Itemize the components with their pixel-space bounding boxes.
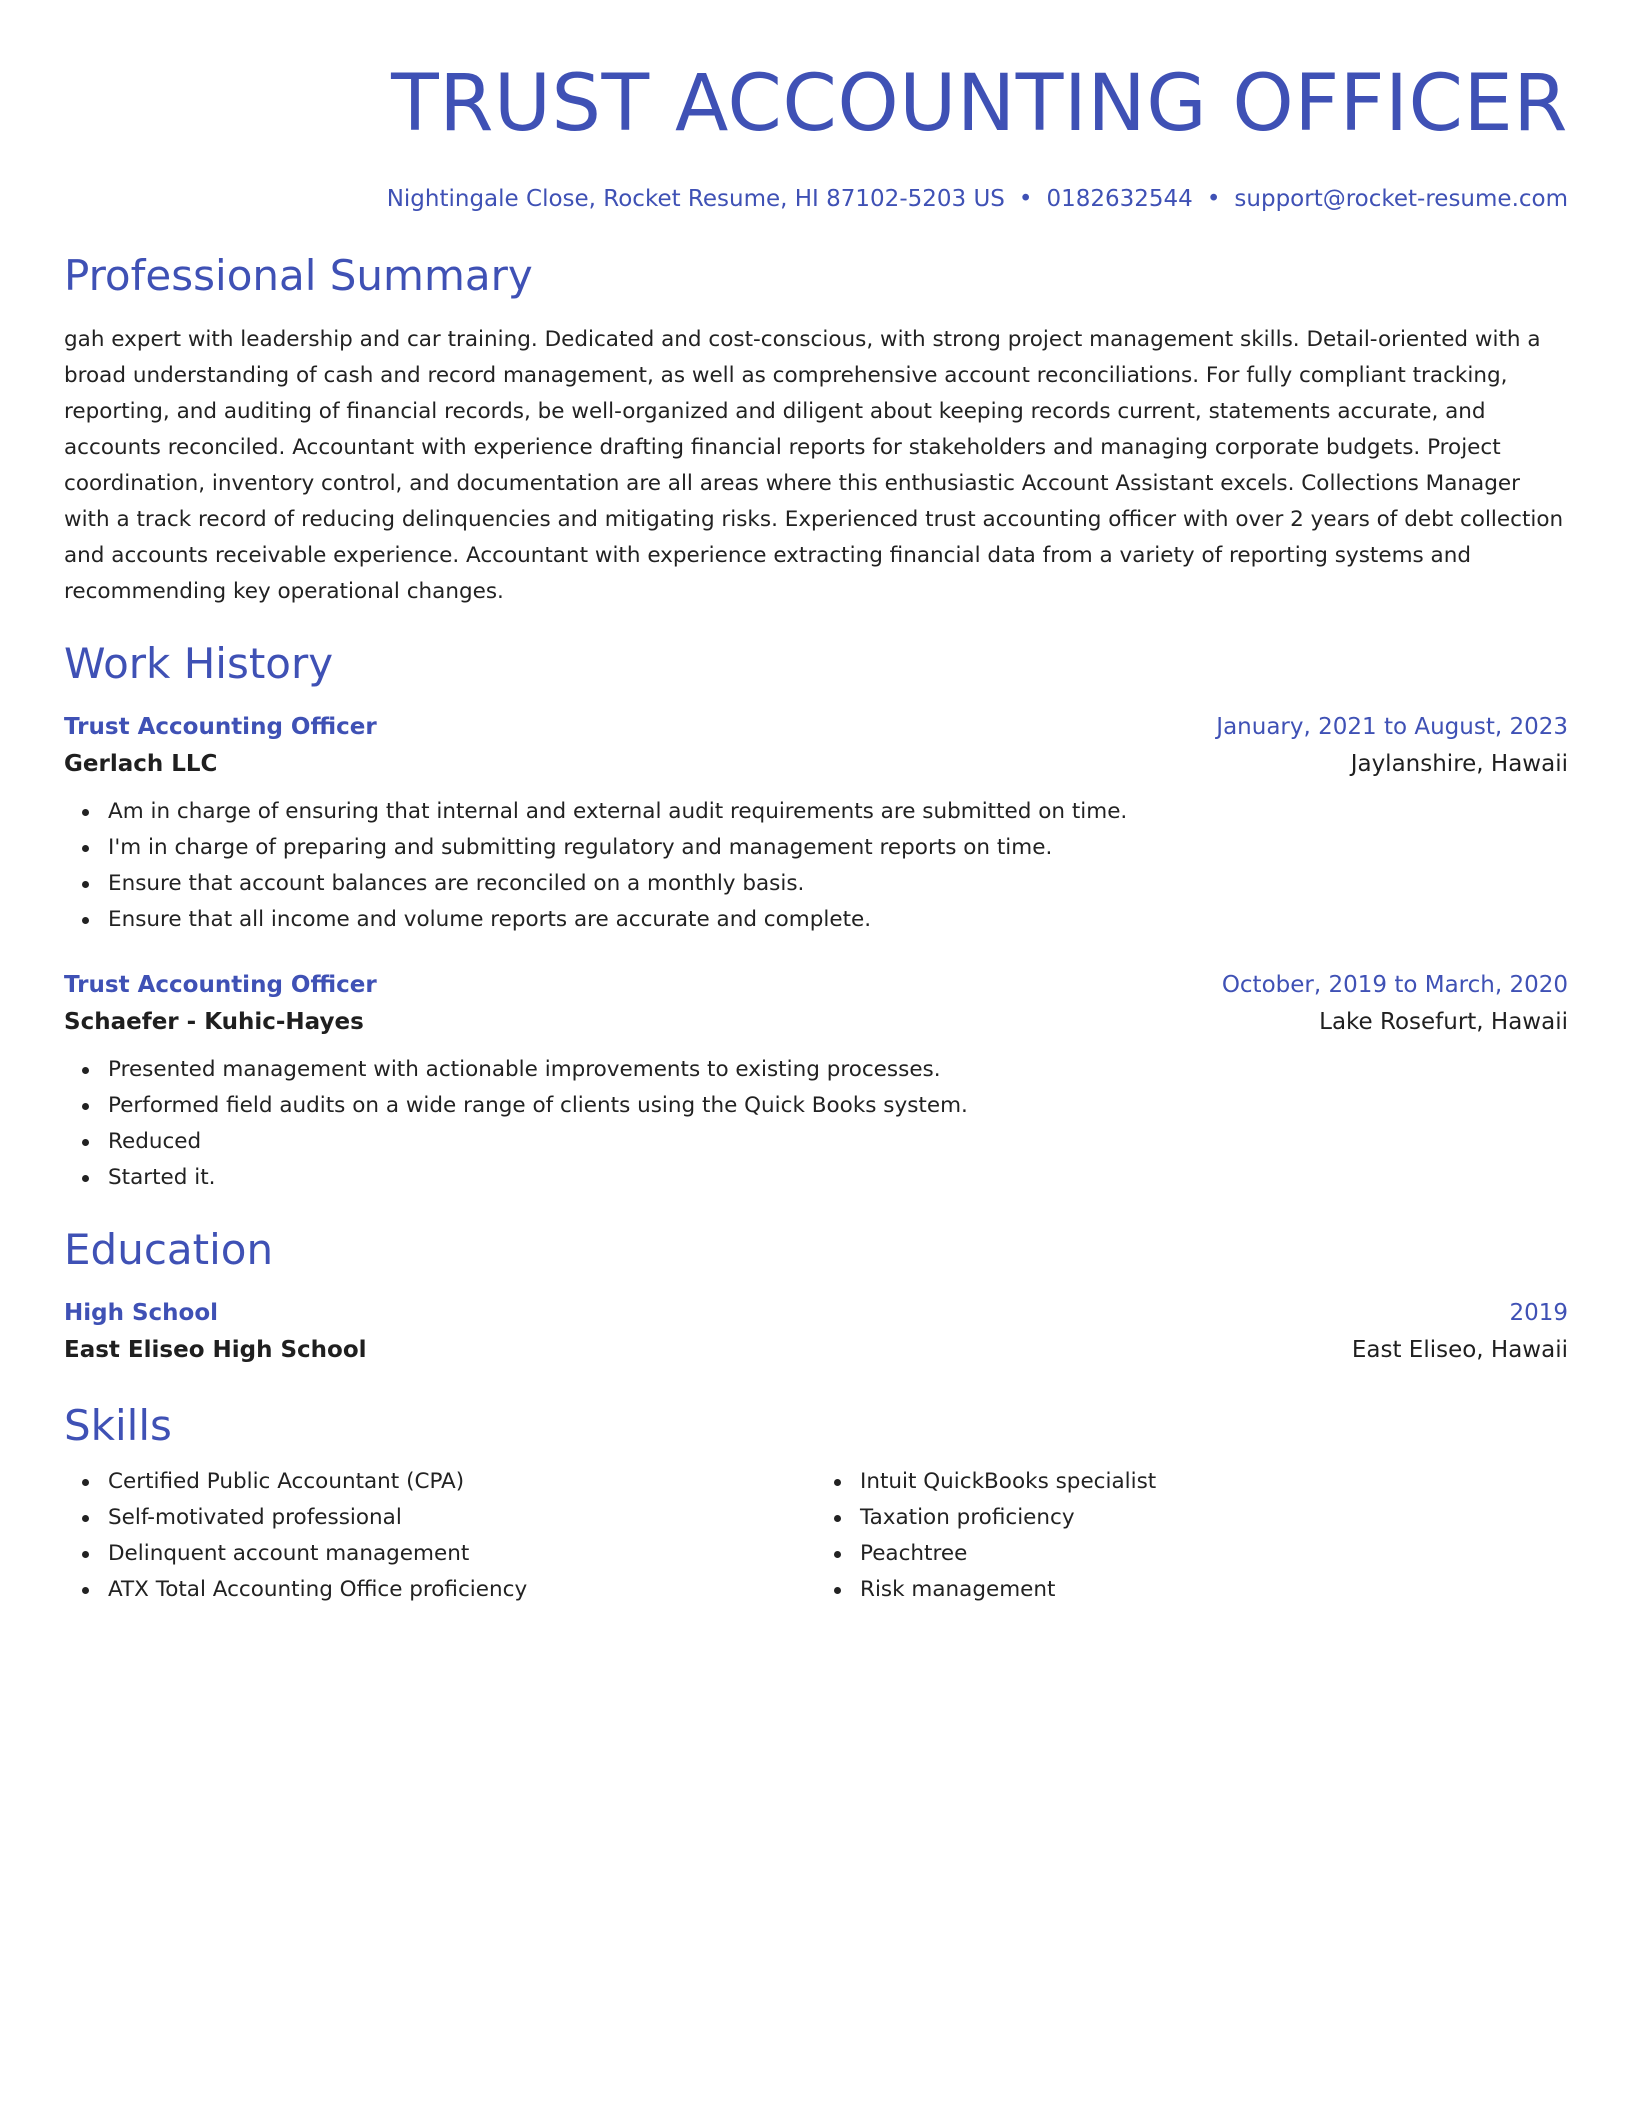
education-header-row bbox=[64, 1296, 1568, 1330]
skill-item: Delinquent account management bbox=[108, 1536, 816, 1572]
job-location: Lake Rosefurt, Hawaii bbox=[1319, 1009, 1568, 1035]
skills-list-left bbox=[64, 1464, 816, 1608]
contact-phone: 0182632544 bbox=[1046, 186, 1193, 212]
skill-item: Peachtree bbox=[860, 1536, 1568, 1572]
job-duties-list bbox=[64, 1052, 1568, 1196]
summary-text: gah expert with leadership and car training. Dedicated and cost-conscious, with strong project management skills. Detail-oriented with a broad understanding of cash and record management, as well as comprehensive account reconciliations. For fully compliant tracking, reporting, and auditing of financial records, be well-organized and diligent about keeping records current, statements accurate, and accounts reconciled. Accountant with experience drafting financial reports for stakeholders and managing corporate budgets. Project coordination, inventory control, and documentation are all areas where this enthusiastic Account Assistant excels. Collections Manager with a track record of reducing delinquencies and mitigating risks. Experienced trust accounting officer with over 2 years of debt collection and accounts receivable experience. Accountant with experience extracting financial data from a variety of reporting systems and recommending key operational changes. bbox=[64, 327, 1564, 604]
education-year: 2019 bbox=[1509, 1300, 1568, 1326]
skills-heading: Skills bbox=[64, 1401, 172, 1450]
skills-columns bbox=[64, 1464, 1568, 1608]
job-duty-item: Ensure that all income and volume reports are accurate and complete. bbox=[108, 902, 1568, 938]
summary-section bbox=[64, 250, 1568, 610]
job-header-row bbox=[64, 968, 1568, 1002]
job-dates: October, 2019 to March, 2020 bbox=[1221, 972, 1568, 998]
job-employer: Schaefer - Kuhic-Hayes bbox=[64, 1009, 364, 1035]
job-header-row bbox=[64, 710, 1568, 744]
job-employer: Gerlach LLC bbox=[64, 751, 218, 777]
job-employer-row bbox=[64, 744, 1568, 784]
contact-line bbox=[64, 184, 1568, 214]
skill-item: ATX Total Accounting Office proficiency bbox=[108, 1572, 816, 1608]
job-duty-item: Started it. bbox=[108, 1160, 1568, 1196]
work-history-heading: Work History bbox=[64, 639, 334, 688]
education-degree: High School bbox=[64, 1300, 219, 1326]
resume-header bbox=[64, 56, 1568, 214]
job-title: Trust Accounting Officer bbox=[64, 972, 377, 998]
resume-name: TRUST ACCOUNTING OFFICER bbox=[391, 59, 1568, 149]
job-location: Jaylanshire, Hawaii bbox=[1350, 751, 1568, 777]
job-employer-row bbox=[64, 1002, 1568, 1042]
job-duties-list bbox=[64, 794, 1568, 938]
education-entry bbox=[64, 1296, 1568, 1370]
skill-item: Intuit QuickBooks specialist bbox=[860, 1464, 1568, 1500]
education-location: East Eliseo, Hawaii bbox=[1351, 1337, 1568, 1363]
skill-item: Risk management bbox=[860, 1572, 1568, 1608]
skills-list-right bbox=[816, 1464, 1568, 1608]
skill-item: Self-motivated professional bbox=[108, 1500, 816, 1536]
education-school: East Eliseo High School bbox=[64, 1337, 367, 1363]
contact-separator: • bbox=[1206, 186, 1221, 212]
job-duty-item: Reduced bbox=[108, 1124, 1568, 1160]
job-dates: January, 2021 to August, 2023 bbox=[1216, 714, 1568, 740]
job-duty-item: Presented management with actionable improvements to existing processes. bbox=[108, 1052, 1568, 1088]
summary-heading: Professional Summary bbox=[64, 251, 533, 300]
contact-separator: • bbox=[1018, 186, 1033, 212]
education-school-row bbox=[64, 1330, 1568, 1370]
work-history-section bbox=[64, 638, 1568, 1196]
job-title: Trust Accounting Officer bbox=[64, 714, 377, 740]
skill-item: Taxation proficiency bbox=[860, 1500, 1568, 1536]
job-entry bbox=[64, 968, 1568, 1196]
job-duty-item: I'm in charge of preparing and submitting regulatory and management reports on time. bbox=[108, 830, 1568, 866]
skills-section bbox=[64, 1400, 1568, 1608]
skill-item: Certified Public Accountant (CPA) bbox=[108, 1464, 816, 1500]
contact-address: Nightingale Close, Rocket Resume, HI 87102-5203 US bbox=[386, 186, 1005, 212]
job-duty-item: Performed field audits on a wide range of clients using the Quick Books system. bbox=[108, 1088, 1568, 1124]
job-duty-item: Am in charge of ensuring that internal and external audit requirements are submitted on time. bbox=[108, 794, 1568, 830]
job-entry bbox=[64, 710, 1568, 938]
contact-email: support@rocket-resume.com bbox=[1234, 186, 1568, 212]
education-heading: Education bbox=[64, 1225, 274, 1274]
job-duty-item: Ensure that account balances are reconciled on a monthly basis. bbox=[108, 866, 1568, 902]
education-section bbox=[64, 1224, 1568, 1370]
